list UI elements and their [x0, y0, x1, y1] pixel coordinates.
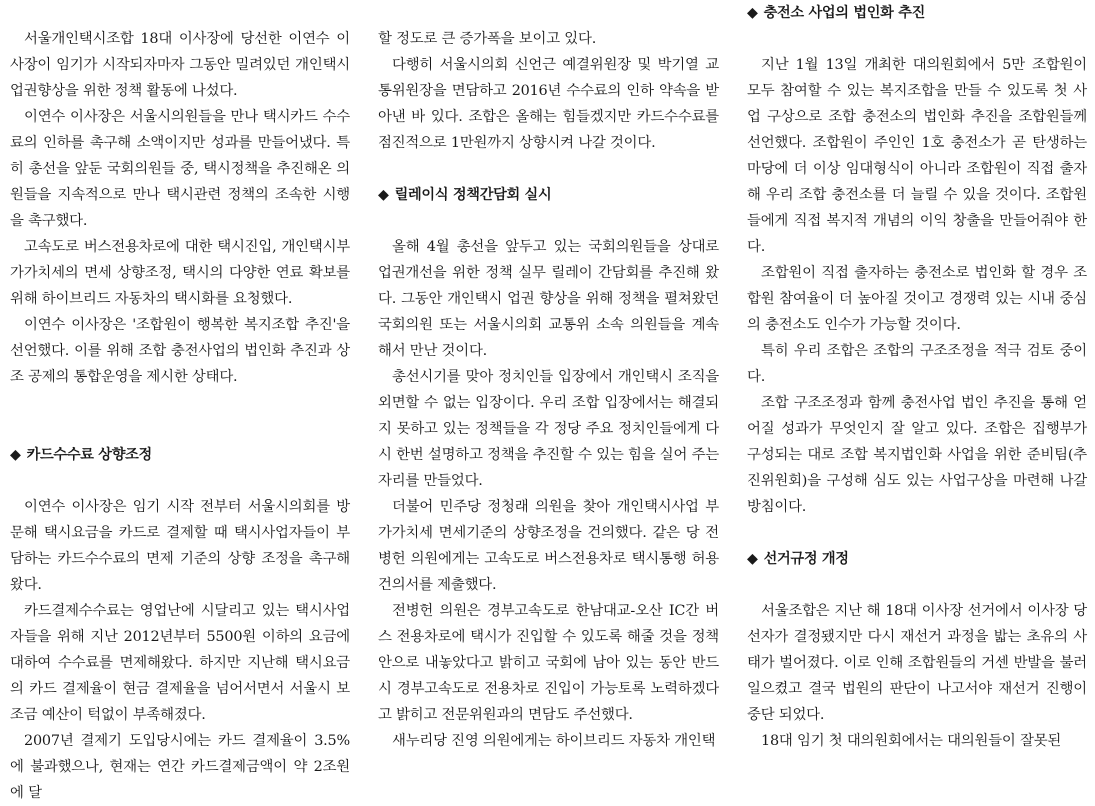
heading-text: 충전소 사업의 법인화 추진 — [763, 5, 926, 21]
diamond-bullet-icon: ◆ — [10, 447, 21, 463]
paragraph: 서울조합은 지난 해 18대 이사장 선거에서 이사장 당선자가 결정됐지만 다시 재선거 과정을 밟는 초유의 사태가 벌어졌다. 이로 인해 조합원들의 거센 반발을 불러일으켰고 결국 법원의 판단이 나고서야 재선거 진행이 중단 되었다. — [747, 603, 1087, 723]
paragraph: 카드결제수수료는 영업난에 시달리고 있는 택시사업자들을 위해 지난 2012년부터 5500원 이하의 요금에 대하여 수수료를 면제해왔다. 하지만 지난해 택시요금의 카드 결제율이 현금 결제율을 넘어서면서 서울시 보조금 예산이 턱없이 부족해졌다. — [10, 603, 350, 723]
diamond-bullet-icon: ◆ — [747, 5, 758, 21]
paragraph: 18대 임기 첫 대의원회에서는 대의원들이 잘못된 — [761, 733, 1062, 749]
article-column-2 — [378, 0, 719, 754]
paragraph: 올해 4월 총선을 앞두고 있는 국회의원들을 상대로 업권개선을 위한 정책 실무 릴레이 간담회를 추진해 왔다. 그동안 개인택시 업권 향상을 위해 정책을 펼쳐왔던 국회의원 또는 서울시의회 교통위 소속 의원들을 계속해서 만난 것이다. — [378, 239, 719, 359]
heading-text: 릴레이식 정책간담회 실시 — [394, 187, 552, 203]
section-heading — [10, 442, 350, 468]
section-heading — [747, 0, 1087, 26]
paragraph: 2007년 결제기 도입당시에는 카드 결제율이 3.5%에 불과했으나, 현재는 연간 카드결제금액이 약 2조원에 달 — [10, 733, 350, 801]
diamond-bullet-icon: ◆ — [747, 551, 758, 567]
paragraph: 서울개인택시조합 18대 이사장에 당선한 이연수 이사장이 임기가 시작되자마자 그동안 밀려있던 개인택시 업권향상을 위한 정책 활동에 나섰다. — [10, 31, 350, 99]
paragraph: 조합 구조조정과 함께 충전사업 법인 추진을 통해 얻어질 성과가 무엇인지 잘 알고 있다. 조합은 집행부가 구성되는 대로 조합 복지법인화 사업을 위한 준비팀(추진위원회)을 구성해 심도 있는 사업구상을 마련해 나갈 방침이다. — [747, 395, 1087, 515]
paragraph: 조합원이 직접 출자하는 충전소로 법인화 할 경우 조합원 참여율이 더 높아질 것이고 경쟁력 있는 시내 중심의 충전소도 인수가 가능할 것이다. — [747, 265, 1087, 333]
paragraph: 총선시기를 맞아 정치인들 입장에서 개인택시 조직을 외면할 수 없는 입장이다. 우리 조합 입장에서는 해결되지 못하고 있는 정책들을 각 정당 주요 정치인들에게 다시 한번 설명하고 정책을 추진할 수 있는 힘을 실어 주는 자리를 만들었다. — [378, 369, 719, 489]
paragraph: 고속도로 버스전용차로에 대한 택시진입, 개인택시부가가치세의 면세 상향조정, 택시의 다양한 연료 확보를 위해 하이브리드 자동차의 택시화를 요청했다. — [10, 239, 350, 307]
paragraph: 전병헌 의원은 경부고속도로 한남대교-오산 IC간 버스 전용차로에 택시가 진입할 수 있도록 해줄 것을 정책안으로 내놓았다고 밝히고 국회에 남아 있는 동안 반드시 경부고속도로 전용차로 진입이 가능토록 노력하겠다고 밝히고 전문위원과의 면담도 주선했다. — [378, 603, 719, 723]
paragraph: 특히 우리 조합은 조합의 구조조정을 적극 검토 중이다. — [747, 343, 1087, 385]
heading-text: 선거규정 개정 — [763, 551, 849, 567]
heading-text: 카드수수료 상향조정 — [26, 447, 152, 463]
paragraph: 이연수 이사장은 서울시의원들을 만나 택시카드 수수료의 인하를 촉구해 소액이지만 성과를 만들어냈다. 특히 총선을 앞둔 국회의원들 중, 택시정책을 추진해온 의원들을 지속적으로 만나 택시관련 정책의 조속한 시행을 촉구했다. — [10, 109, 350, 229]
paragraph: 이연수 이사장은 '조합원이 행복한 복지조합 추진'을 선언했다. 이를 위해 조합 충전사업의 법인화 추진과 상조 공제의 통합운영을 제시한 상태다. — [10, 317, 350, 385]
paragraph: 할 정도로 큰 증가폭을 보이고 있다. — [378, 31, 597, 47]
diamond-bullet-icon: ◆ — [378, 187, 389, 203]
paragraph: 더불어 민주당 정청래 의원을 찾아 개인택시사업 부가가치세 면세기준의 상향조정을 건의했다. 같은 당 전병헌 의원에게는 고속도로 버스전용차로 택시통행 허용 건의서를 제출했다. — [378, 499, 719, 593]
paragraph: 새누리당 진영 의원에게는 하이브리드 자동차 개인택 — [392, 733, 716, 749]
section-heading — [747, 546, 1087, 572]
article-column-1 — [10, 0, 350, 806]
article-column-3 — [747, 0, 1087, 754]
section-heading — [378, 182, 719, 208]
paragraph: 이연수 이사장은 임기 시작 전부터 서울시의회를 방문해 택시요금을 카드로 결제할 때 택시사업자들이 부담하는 카드수수료의 면제 기준의 상향 조정을 촉구해 왔다. — [10, 499, 350, 593]
paragraph: 지난 1월 13일 개최한 대의원회에서 5만 조합원이 모두 참여할 수 있는 복지조합을 만들 수 있도록 첫 사업 구상으로 조합 충전소의 법인화 추진을 조합원들께 선언했다. 조합원이 주인인 1호 충전소가 곧 탄생하는 마당에 더 이상 임대형식이 아니라 조합원이 직접 출자해 우리 조합 충전소를 더 늘릴 수 있을 것이다. 조합원들에게 직접 복지적 개념의 이익 창출을 만들어줘야 한다. — [747, 57, 1087, 255]
paragraph: 다행히 서울시의회 신언근 예결위원장 및 박기열 교통위원장을 면담하고 2016년 수수료의 인하 약속을 받아낸 바 있다. 조합은 올해는 힘들겠지만 카드수수료를 점진적으로 1만원까지 상향시켜 나갈 것이다. — [378, 57, 719, 151]
